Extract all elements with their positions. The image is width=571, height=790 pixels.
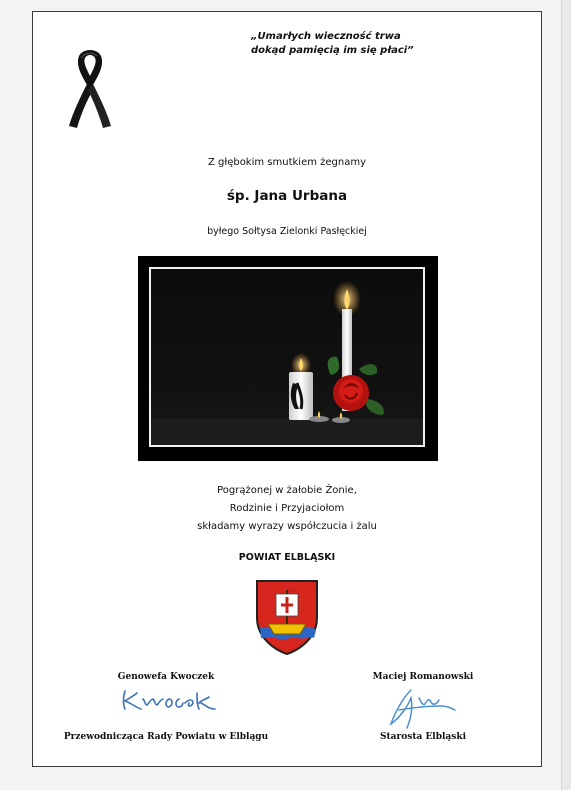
left-signature-image [119,687,219,713]
right-signatory-title: Starosta Elbląski [380,732,466,742]
quote-line-2: dokąd pamięcią im się płaci” [251,45,414,56]
left-signatory-title: Przewodnicząca Rady Powiatu w Elblągu [63,732,269,742]
left-signatory-name: Genowefa Kwoczek [117,672,215,682]
condolences-line-2: Rodzinie i Przyjaciołom [229,503,345,514]
organization-name: POWIAT ELBLĄSKI [238,552,336,563]
memorial-photo-frame [138,256,438,461]
memorial-photo [149,267,425,447]
condolences-line-1: Pogrążonej w żałobie Żonie, [217,485,357,496]
intro-text: Z głębokim smutkiem żegnamy [207,157,367,168]
deceased-name: śp. Jana Urbana [226,188,348,204]
memorial-quote [251,30,471,58]
condolences-message [33,482,541,536]
right-signatory-name: Maciej Romanowski [372,672,474,682]
deceased-role: byłego Sołtysa Zielonki Pasłęckiej [207,226,367,237]
viewer-scroll-edge [561,0,571,790]
right-signature-image [381,684,461,730]
condolences-line-3: składamy wyrazy współczucia i żalu [197,521,377,532]
quote-line-1: „Umarłych wieczność trwa [251,31,401,42]
obituary-document [32,11,542,767]
left-signature-text: Kwoczek [119,687,124,688]
coat-of-arms-icon [254,578,320,656]
mourning-ribbon-icon [63,46,117,130]
